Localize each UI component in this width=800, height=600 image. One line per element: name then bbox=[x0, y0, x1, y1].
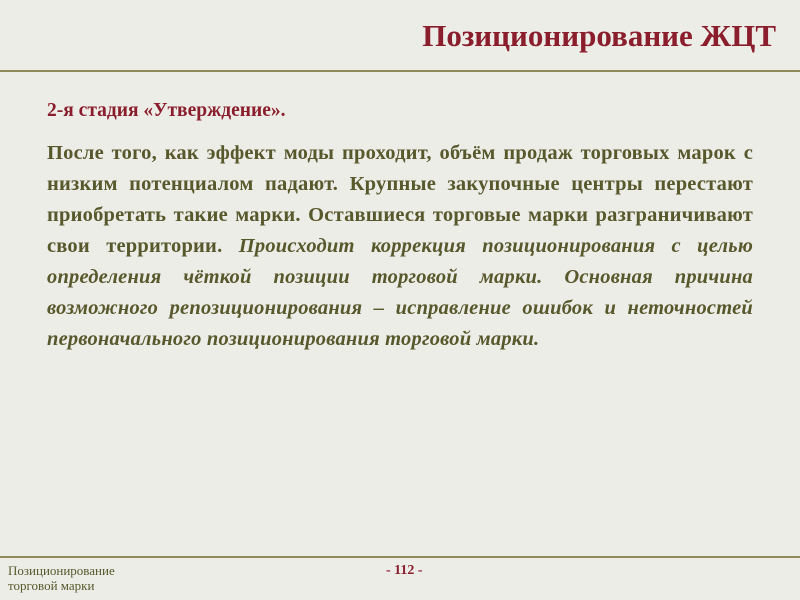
section-subtitle: 2-я стадия «Утверждение». bbox=[47, 100, 286, 121]
body-text-regular: После того, как эффект моды проходит, объём продаж торговых марок с низким потенциалом падают. Крупные закупочные центры перестают приобретать такие марки. Оставшиеся торговые марки разграничивают свои территории. bbox=[47, 142, 753, 257]
footer-caption-line2: торговой марки bbox=[8, 578, 95, 593]
content-area bbox=[47, 100, 753, 355]
page-title: Позиционирование ЖЦТ bbox=[422, 18, 776, 53]
body-text-italic: Происходит коррекция позиционирования с целью определения чёткой позиции торговой марки. Основная причина возможного репозиционирования – исправление ошибок и неточностей первоначального позиционирования торговой марки. bbox=[47, 235, 753, 350]
footer-caption-line1: Позиционирование bbox=[8, 563, 115, 578]
body-paragraph bbox=[47, 138, 753, 355]
header-divider bbox=[0, 70, 800, 72]
footer-caption bbox=[8, 563, 115, 593]
footer-divider bbox=[0, 556, 800, 558]
page-number: - 112 - bbox=[386, 563, 423, 578]
